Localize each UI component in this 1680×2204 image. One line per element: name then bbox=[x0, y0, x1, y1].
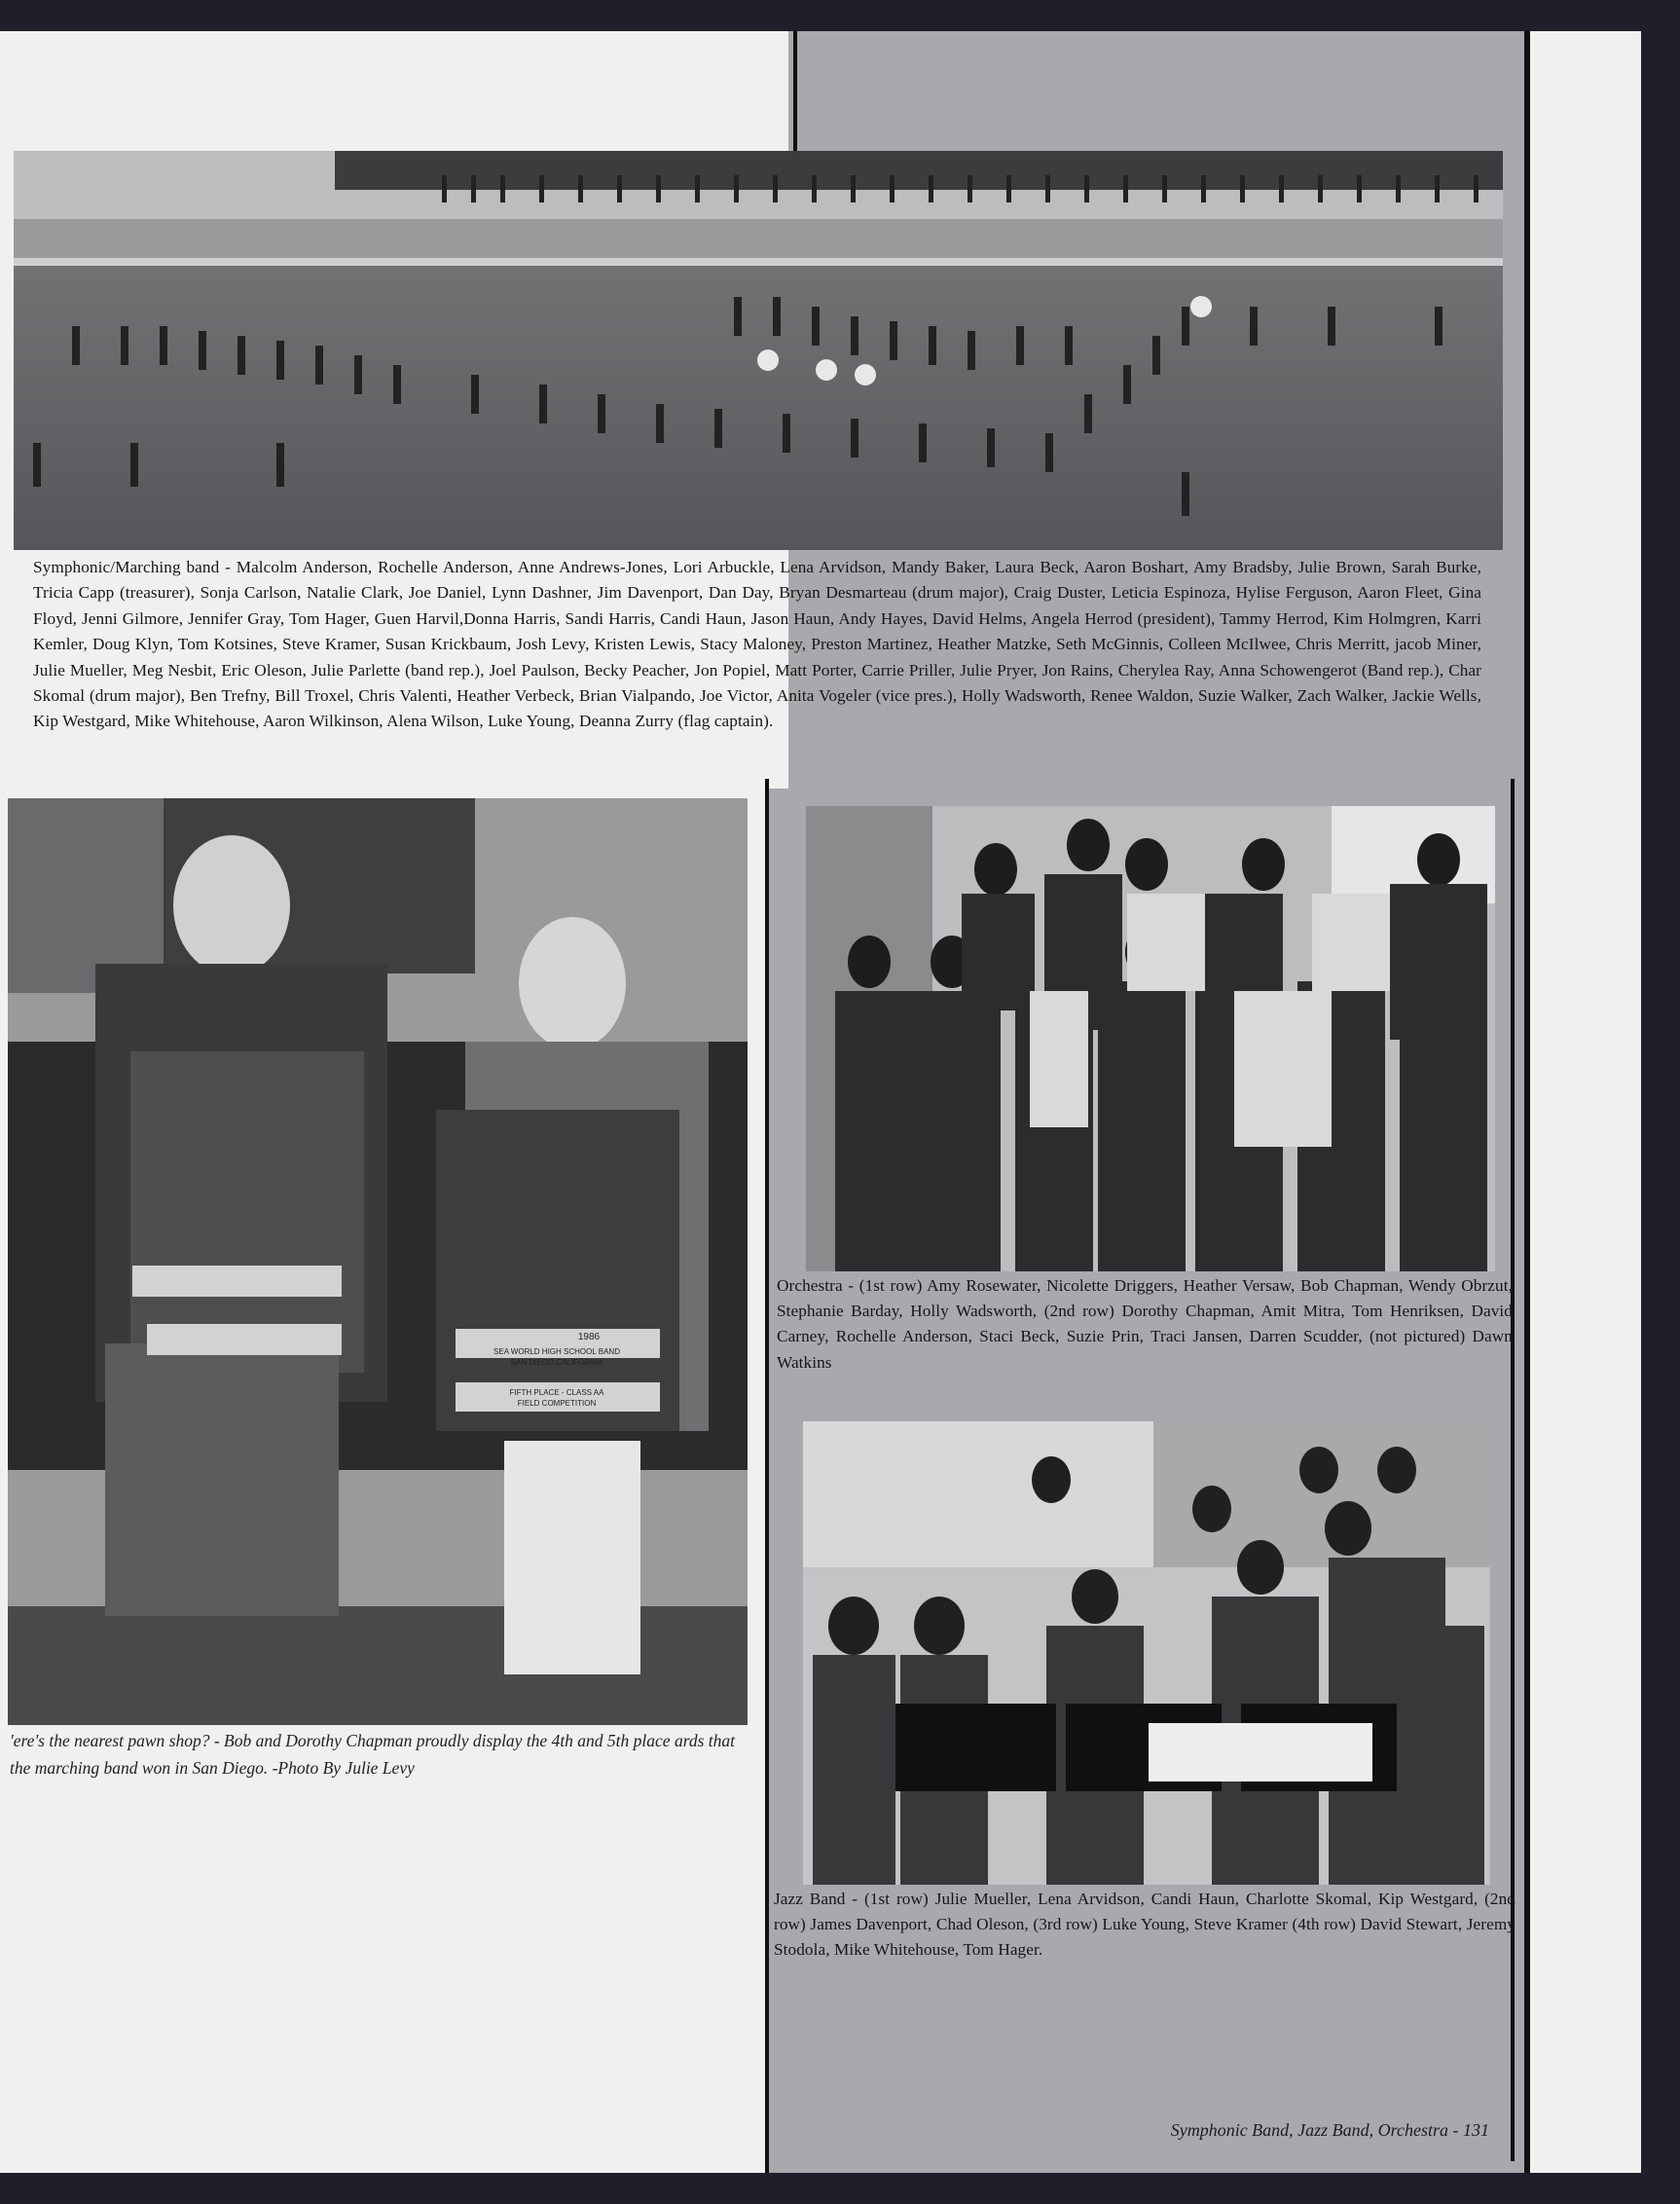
plaque-award2: FIELD COMPETITION bbox=[517, 1399, 597, 1408]
page-folio: Symphonic Band, Jazz Band, Orchestra - 131 bbox=[1170, 2120, 1489, 2140]
jazz-band-photo bbox=[803, 1421, 1490, 1885]
marching-band-photo bbox=[14, 151, 1503, 550]
chapman-plaques-photo bbox=[8, 798, 748, 1725]
right-margin-strip bbox=[1530, 31, 1641, 2173]
plaque-line1: SEA WORLD HIGH SCHOOL BAND bbox=[493, 1347, 620, 1356]
plaque-line2: SAN DIEGO CALIFORNIA bbox=[510, 1358, 603, 1367]
bottom-frame bbox=[0, 2173, 1680, 2204]
plaque-award: FIFTH PLACE - CLASS AA bbox=[509, 1388, 604, 1397]
divider-rule-lower bbox=[765, 779, 769, 2173]
jazz-band-caption: Jazz Band - (1st row) Julie Mueller, Lena Arvidson, Candi Haun, Charlotte Skomal, Kip Westgard, (2nd row) James Davenport, Chad Oleson, (3rd row) Luke Young, Steve Kramer (4th row) David Stewart, Jeremy Stodola, Mike Whitehouse, Tom Hager. bbox=[774, 1890, 1516, 1960]
plaque-year: 1986 bbox=[577, 1332, 601, 1342]
divider-rule-top bbox=[793, 31, 797, 156]
divider-rule-right bbox=[1524, 31, 1530, 2173]
chapman-caption: 'ere's the nearest pawn shop? - Bob and Dorothy Chapman proudly display the 4th and 5th place ards that the marching band won in San Diego. -Photo By Julie Levy bbox=[10, 1731, 736, 1778]
marching-band-caption: Symphonic/Marching band - Malcolm Anderson, Rochelle Anderson, Anne Andrews-Jones, Lori Arbuckle, Lena Arvidson, Mandy Baker, Laura Beck, Aaron Boshart, Amy Bradsby, Julie Brown, Sarah Burke, Tricia Capp (treasurer), Sonja Carlson, Natalie Clark, Joe Daniel, Lynn Dashner, Jim Davenport, Dan Day, Bryan Desmarteau (drum major), Craig Duster, Leticia Espinoza, Hylise Ferguson, Aaron Fleet, Gina Floyd, Jenni Gilmore, Jennifer Gray, Tom Hager, Guen Harvil,Donna Harris, Sandi Harris, Candi Haun, Jason Haun, Andy Hayes, David Helms, Angela Herrod (president), Tammy Herrod, Kim Holmgren, Karri Kemler, Doug Klyn, Tom Kotsines, Steve Kramer, Susan Krickbaum, Josh Levy, Kristen Lewis, Stacy Maloney, Preston Martinez, Heather Matzke, Seth McGinnis, Colleen McIlwee, Chris Merritt, jacob Miner, Julie Mueller, Meg Nesbit, Eric Oleson, Julie Parlette (band rep.), Joel Paulson, Becky Peacher, Jon Popiel, Matt Porter, Carrie Priller, Julie Pryer, Jon Rains, Cherylea Ray, Anna Schowengerot (Band rep.), Char Skomal (drum major), Ben Trefny, Bill Troxel, Chris Valenti, Heather Verbeck, Brian Vialpando, Joe Victor, Anita Vogeler (vice pres.), Holly Wadsworth, Renee Waldon, Suzie Walker, Zach Walker, Jackie Wells, Kip Westgard, Mike Whitehouse, Aaron Wilkinson, Alena Wilson, Luke Young, Deanna Zurry (flag captain). bbox=[33, 558, 1481, 731]
orchestra-photo bbox=[806, 806, 1495, 1271]
orchestra-caption: Orchestra - (1st row) Amy Rosewater, Nicolette Driggers, Heather Versaw, Bob Chapman, Wendy Obrzut, Stephanie Barday, Holly Wadsworth, (2nd row) Dorothy Chapman, Amit Mitra, Tom Henriksen, David Carney, Rochelle Anderson, Staci Beck, Suzie Prin, Traci Jansen, Darren Scudder, (not pictured) Dawn Watkins bbox=[777, 1276, 1513, 1372]
